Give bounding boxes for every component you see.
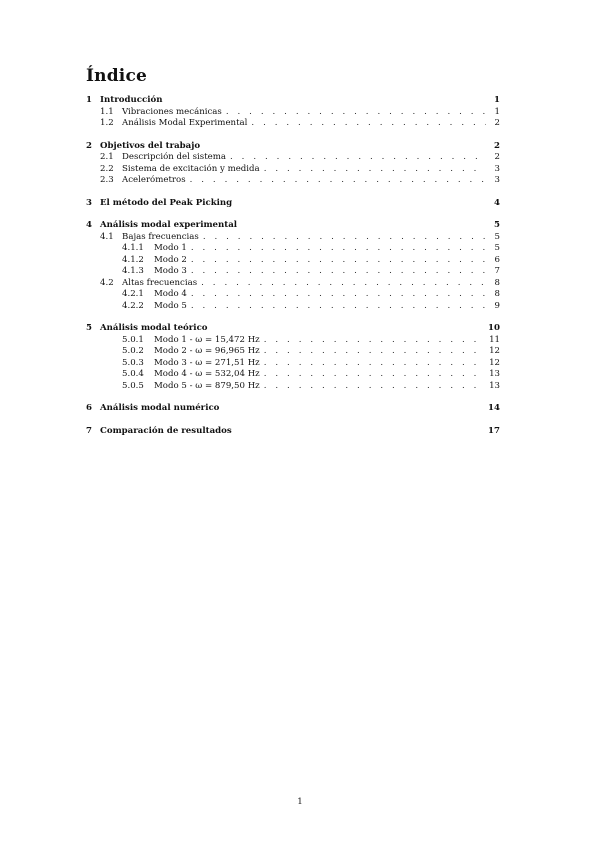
- toc-section-entry[interactable]: [86, 95, 500, 107]
- toc-dot-leader: [264, 358, 485, 370]
- toc-section-entry[interactable]: [86, 403, 500, 415]
- toc-entry-title: Modo 2: [154, 254, 187, 265]
- toc-dot-leader: [191, 255, 486, 267]
- toc-entry-page: 1: [494, 106, 500, 117]
- toc-entry-number: 5.0.3: [122, 357, 144, 368]
- toc-entry-page: 5: [494, 231, 500, 242]
- toc-entry-title: Modo 5: [154, 300, 187, 311]
- toc-dot-leader: [191, 266, 486, 278]
- toc-subsection-entry[interactable]: [86, 152, 500, 164]
- toc-entry-title: Análisis modal numérico: [100, 403, 220, 413]
- toc-dot-leader: [203, 232, 486, 244]
- toc-entry-page: 3: [494, 163, 500, 174]
- toc-entry-title: Modo 4 - ω = 532,04 Hz: [154, 369, 260, 379]
- page-number: 1: [297, 797, 303, 807]
- toc-subsubsection-entry[interactable]: [86, 335, 500, 347]
- toc-subsubsection-entry[interactable]: [86, 381, 500, 393]
- toc-subsubsection-entry[interactable]: [86, 243, 500, 255]
- toc-dot-leader: [201, 278, 486, 290]
- toc-section-entry[interactable]: [86, 426, 500, 438]
- toc-subsubsection-entry[interactable]: [86, 289, 500, 301]
- toc-entry-page: 1: [494, 95, 500, 105]
- toc-entry-title: Modo 5 - ω = 879,50 Hz: [154, 380, 260, 391]
- toc-subsection-entry[interactable]: [86, 118, 500, 130]
- toc-dot-leader: [264, 369, 485, 381]
- toc-entry-number: 1: [86, 95, 92, 105]
- toc-entry-title: Descripción del sistema: [122, 152, 227, 162]
- toc-entry-title: Modo 3 - ω = 271,51 Hz: [154, 357, 260, 368]
- toc-dot-leader: [264, 335, 485, 347]
- toc-entry-number: 6: [86, 403, 92, 413]
- toc-entry-number: 7: [86, 425, 92, 436]
- toc-entry-number: 4.1.3: [122, 266, 144, 276]
- toc-entry-title: Modo 1: [154, 243, 187, 253]
- toc-dot-leader: [264, 164, 486, 176]
- toc-entry-title: Modo 2 - ω = 96,965 Hz: [154, 346, 260, 356]
- toc-dot-leader: [191, 243, 486, 255]
- toc-entry-number: 5.0.1: [122, 334, 144, 345]
- toc-entry-page: 17: [488, 425, 500, 436]
- toc-entry-page: 7: [494, 266, 500, 276]
- toc-dot-leader: [264, 381, 485, 393]
- toc-dot-leader: [190, 175, 486, 187]
- toc-entry-title: El método del Peak Picking: [100, 197, 233, 208]
- toc-entry-title: Modo 1 - ω = 15,472 Hz: [154, 334, 260, 345]
- toc-entry-number: 1.2: [100, 118, 114, 128]
- toc-entry-number: 4.2: [100, 277, 114, 288]
- toc-entry-page: 12: [489, 346, 500, 356]
- toc-entry-number: 2.3: [100, 175, 114, 185]
- toc-entry-page: 2: [494, 140, 500, 151]
- toc-entry-number: 2.2: [100, 163, 114, 174]
- toc-entry-title: Sistema de excitación y medida: [122, 163, 260, 174]
- toc-subsubsection-entry[interactable]: [86, 346, 500, 358]
- toc-entry-number: 4.1.1: [122, 243, 144, 253]
- toc-dot-leader: [251, 118, 486, 130]
- toc-dot-leader: [264, 346, 485, 358]
- toc-subsubsection-entry[interactable]: [86, 255, 500, 267]
- toc-section-entry[interactable]: [86, 220, 500, 232]
- table-of-contents: [86, 95, 500, 437]
- toc-entry-title: Vibraciones mecánicas: [122, 106, 222, 117]
- toc-subsubsection-entry[interactable]: [86, 301, 500, 313]
- toc-entry-page: 12: [489, 357, 500, 368]
- toc-entry-title: Análisis Modal Experimental: [122, 118, 248, 128]
- toc-subsection-entry[interactable]: [86, 232, 500, 244]
- toc-entry-page: 5: [494, 243, 500, 253]
- toc-entry-title: Bajas frecuencias: [122, 231, 199, 242]
- toc-entry-title: Acelerómetros: [122, 175, 186, 185]
- toc-entry-number: 2.1: [100, 152, 114, 162]
- toc-entry-number: 5.0.5: [122, 380, 144, 391]
- toc-entry-title: Modo 4: [154, 289, 187, 299]
- toc-entry-page: 14: [488, 403, 500, 413]
- toc-entry-page: 6: [494, 254, 500, 265]
- toc-dot-leader: [191, 301, 486, 313]
- toc-entry-number: 5: [86, 323, 92, 333]
- toc-entry-page: 10: [488, 323, 500, 333]
- toc-entry-page: 2: [494, 152, 500, 162]
- toc-entry-page: 2: [494, 118, 500, 128]
- toc-entry-page: 5: [494, 220, 500, 230]
- toc-entry-number: 4.1.2: [122, 254, 144, 265]
- toc-entry-title: Objetivos del trabajo: [100, 140, 201, 151]
- toc-entry-title: Comparación de resultados: [100, 425, 232, 436]
- toc-dot-leader: [230, 152, 486, 164]
- toc-entry-page: 13: [489, 380, 500, 391]
- toc-section-entry[interactable]: [86, 323, 500, 335]
- toc-subsection-entry[interactable]: [86, 164, 500, 176]
- toc-entry-number: 4.1: [100, 231, 114, 242]
- toc-entry-page: 8: [494, 289, 500, 299]
- toc-entry-number: 5.0.4: [122, 369, 144, 379]
- toc-entry-number: 2: [86, 140, 92, 151]
- toc-dot-leader: [191, 289, 486, 301]
- toc-subsection-entry[interactable]: [86, 278, 500, 290]
- toc-entry-number: 1.1: [100, 106, 114, 117]
- toc-subsection-entry[interactable]: [86, 107, 500, 119]
- toc-entry-page: 4: [494, 197, 500, 208]
- toc-entry-title: Análisis modal experimental: [100, 220, 238, 230]
- toc-entry-number: 4.2.1: [122, 289, 144, 299]
- toc-entry-page: 13: [489, 369, 500, 379]
- toc-dot-leader: [226, 107, 486, 119]
- toc-entry-title: Altas frecuencias: [122, 277, 198, 288]
- toc-entry-number: 4.2.2: [122, 300, 144, 311]
- toc-entry-page: 8: [494, 277, 500, 288]
- toc-subsubsection-entry[interactable]: [86, 369, 500, 381]
- toc-section-entry[interactable]: [86, 141, 500, 153]
- toc-subsubsection-entry[interactable]: [86, 266, 500, 278]
- toc-entry-title: Introducción: [100, 95, 163, 105]
- toc-entry-page: 11: [489, 334, 500, 345]
- toc-entry-title: Análisis modal teórico: [100, 323, 208, 333]
- toc-subsubsection-entry[interactable]: [86, 358, 500, 370]
- toc-entry-page: 3: [494, 175, 500, 185]
- toc-entry-title: Modo 3: [154, 266, 187, 276]
- toc-entry-number: 5.0.2: [122, 346, 144, 356]
- toc-section-entry[interactable]: [86, 198, 500, 210]
- page-title: Índice: [86, 66, 148, 86]
- toc-entry-page: 9: [494, 300, 500, 311]
- toc-entry-number: 3: [86, 197, 92, 208]
- toc-subsection-entry[interactable]: [86, 175, 500, 187]
- toc-entry-number: 4: [86, 220, 92, 230]
